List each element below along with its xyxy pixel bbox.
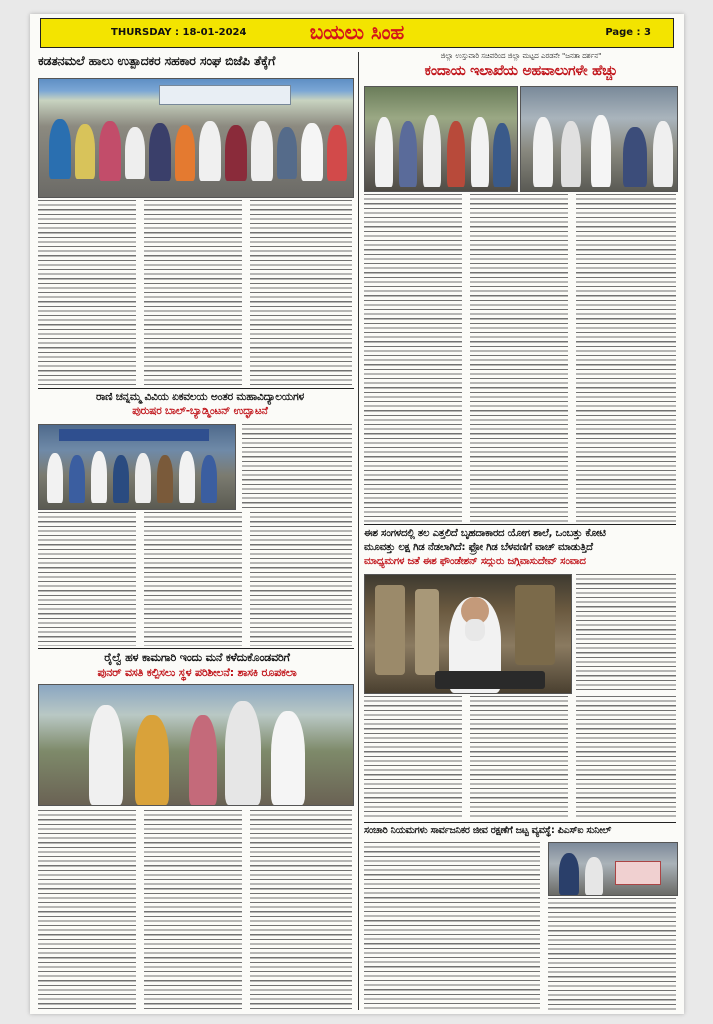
article-4-headline-line1: ಈಶ ಸಂಗಳದಲ್ಲಿ ತಲ ಎತ್ತಲಿದೆ ಬೃಹದಾಕಾರದ ಯೋಗ ಶಾಲೆ, ಒಂಬತ್ತು ಕೋಟಿ xyxy=(364,528,606,539)
issue-date: THURSDAY : 18-01-2024 xyxy=(111,27,247,38)
masthead xyxy=(40,18,674,48)
article-3-body-right xyxy=(242,424,354,508)
article-2-body xyxy=(364,194,676,522)
article-5-headline-line2: ಪುನರ್ ವಸತಿ ಕಲ್ಪಿಸಲು ಸ್ಥಳ ಪರಿಶೀಲನೆ: ಶಾಸಕಿ ರೂಪಕಲಾ xyxy=(97,666,297,679)
article-6-photo xyxy=(548,842,678,896)
article-4-body xyxy=(364,696,676,818)
article-3-headline-line2: ಪುರುಷರ ಬಾಲ್-ಬ್ಯಾಡ್ಮಿಂಟನ್ ಉದ್ಘಾಟನೆ xyxy=(132,405,268,417)
article-3-photo xyxy=(38,424,236,510)
newspaper-title: ಬಯಲು ಸಿಂಹ xyxy=(309,20,405,44)
article-6-body-right xyxy=(548,898,676,1010)
article-4-headline-line3: ಮಾಧ್ಯಮಗಳ ಜತೆ ಈಶ ಫೌಂಡೇಶನ್ ಸದ್ಗುರು ಜಗ್ಗಿವಾಸುದೇವ್ ಸಂವಾದ xyxy=(364,556,586,567)
article-1-body xyxy=(38,200,354,386)
article-2-photo-right xyxy=(520,86,678,192)
article-5-body xyxy=(38,810,354,1010)
article-2-kicker: ಜಿಲ್ಲಾ ಉಸ್ತುವಾರಿ ಸಚಿವರಿಂದ ಜಿಲ್ಲಾ ಮಟ್ಟದ ಎರಡನೇ "ಜನತಾ ದರ್ಶನ" xyxy=(440,52,602,60)
article-5-headline-line1: ರೈಲ್ವೆ ಹಳ ಕಾಮಗಾರಿ ಇಂದು ಮನೆ ಕಳೆದುಕೊಂಡವರಿಗೆ xyxy=(104,651,290,664)
article-1-headline: ಕಡತನಮಲೆ ಹಾಲು ಉತ್ಪಾದಕರ ಸಹಕಾರ ಸಂಘ ಬಿಜೆಪಿ ತೆಕ್ಕೆಗೆ xyxy=(38,53,276,68)
article-4-photo xyxy=(364,574,572,694)
article-6-headline: ಸಂಚಾರಿ ನಿಯಮಗಳು ಸಾರ್ವಜನಿಕರ ಜೀವ ರಕ್ಷಣೆಗೆ ಜಟ್ಟ ವ್ಯವಸ್ಥೆ: ಪಿಎಸ್ಐ ಸುನೀಲ್ xyxy=(364,825,612,836)
article-3-headline-line1: ರಾಣಿ ಚನ್ನಮ್ಮ ವಿವಿಯ ಏಕವಲಯ ಅಂತರ ಮಹಾವಿದ್ಯಾಲಯಗಳ xyxy=(96,391,304,403)
newspaper-page xyxy=(30,14,684,1014)
article-1-photo xyxy=(38,78,354,198)
article-5-photo xyxy=(38,684,354,806)
article-2-photo-left xyxy=(364,86,518,192)
article-4-headline-line2: ಮೂವತ್ತು ಲಕ್ಷ ಗಿಡ ನೆಡಲಾಗಿದೆ: ಫ್ರೋ ಗಿಡ ಬೆಳವಣಿಗೆ ವಾಚ್ ಮಾಡುತ್ತಿದೆ xyxy=(364,542,593,553)
page-number: Page : 3 xyxy=(605,27,651,38)
article-4-body-right xyxy=(576,574,676,692)
article-6-body xyxy=(364,842,542,1010)
article-3-body xyxy=(38,512,354,646)
article-2-headline: ಕಂದಾಯ ಇಲಾಖೆಯ ಅಹವಾಲುಗಳೇ ಹೆಚ್ಚು xyxy=(424,63,618,79)
